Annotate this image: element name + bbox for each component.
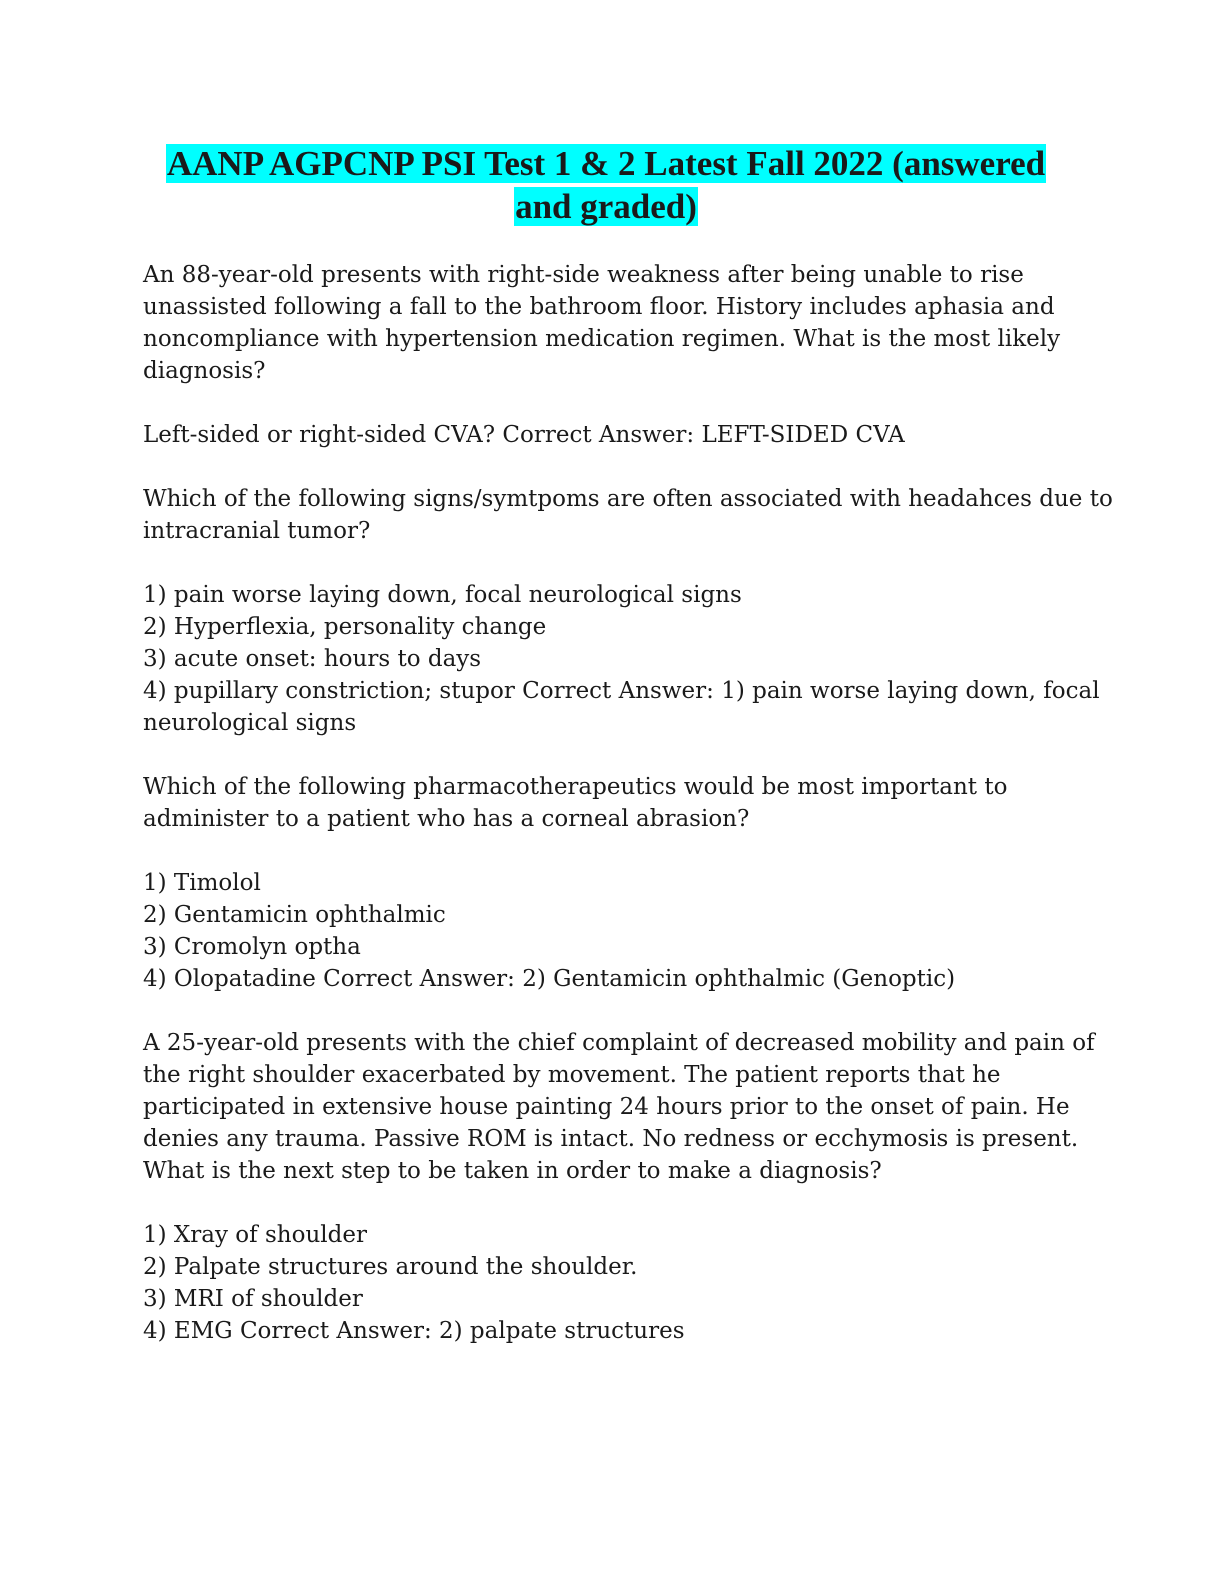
option-line: 4) Olopatadine Correct Answer: 2) Gentamicin ophthalmic (Genoptic) (143, 966, 956, 992)
text-line: denies any trauma. Passive ROM is intact. No redness or ecchymosis is present. (143, 1126, 1079, 1152)
option-line: 3) acute onset: hours to days (143, 646, 482, 672)
question-3-stem (143, 771, 1088, 835)
option-line: 4) EMG Correct Answer: 2) palpate structures (143, 1318, 685, 1344)
text-line: noncompliance with hypertension medication regimen. What is the most likely (143, 326, 1061, 352)
text-line: An 88-year-old presents with right-side weakness after being unable to rise (143, 262, 1024, 288)
text-line: administer to a patient who has a corneal abrasion? (143, 806, 750, 832)
option-line: 1) Xray of shoulder (143, 1222, 367, 1248)
question-4-stem (143, 1027, 1095, 1187)
option-line: 3) MRI of shoulder (143, 1286, 363, 1312)
title-line-1: AANP AGPCNP PSI Test 1 & 2 Latest Fall 2022 (answered (166, 144, 1046, 183)
text-line: unassisted following a fall to the bathroom floor. History includes aphasia and (143, 294, 1055, 320)
question-1-stem (143, 259, 1088, 387)
question-2-stem (143, 483, 1113, 547)
text-line: participated in extensive house painting 24 hours prior to the onset of pain. He (143, 1094, 1070, 1120)
text-line: Which of the following signs/symtpoms are often associated with headahces due to (143, 486, 1113, 512)
option-line: 2) Gentamicin ophthalmic (143, 902, 446, 928)
question-3-options (143, 867, 1088, 995)
text-line: A 25-year-old presents with the chief complaint of decreased mobility and pain of (143, 1030, 1095, 1056)
answer-line: Left-sided or right-sided CVA? Correct Answer: LEFT-SIDED CVA (143, 422, 905, 448)
document-title (130, 142, 1082, 228)
option-line: neurological signs (143, 710, 357, 736)
title-line-2: and graded) (515, 187, 697, 226)
question-2-options (143, 579, 1100, 739)
text-line: diagnosis? (143, 358, 266, 384)
text-line: the right shoulder exacerbated by movement. The patient reports that he (143, 1062, 1001, 1088)
document-body (143, 259, 1113, 1379)
question-4-options (143, 1219, 1088, 1347)
option-line: 4) pupillary constriction; stupor Correct Answer: 1) pain worse laying down, focal (143, 678, 1100, 704)
option-line: 2) Hyperflexia, personality change (143, 614, 547, 640)
option-line: 3) Cromolyn optha (143, 934, 361, 960)
option-line: 2) Palpate structures around the shoulder. (143, 1254, 638, 1280)
text-line: Which of the following pharmacotherapeutics would be most important to (143, 774, 1008, 800)
option-line: 1) Timolol (143, 870, 261, 896)
text-line: intracranial tumor? (143, 518, 371, 544)
question-1-answer (143, 419, 1088, 451)
option-line: 1) pain worse laying down, focal neurological signs (143, 582, 742, 608)
text-line: What is the next step to be taken in order to make a diagnosis? (143, 1158, 882, 1184)
